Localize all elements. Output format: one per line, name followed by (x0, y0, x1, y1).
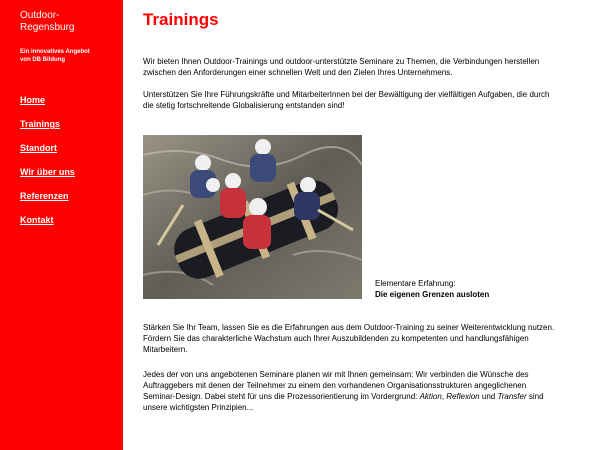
photo-caption-line2 (375, 289, 489, 300)
term-reflection: Reflexion (446, 392, 480, 401)
nav-link-standort[interactable]: Standort (20, 143, 57, 153)
nav-item-kontakt (20, 210, 75, 234)
intro-paragraph: Wir bieten Ihnen Outdoor-Trainings und outdoor-unterstützte Seminare zu Themen, die Verbindungen herstellen zwischen den Anforderungen einer schnellen Welt und den Zielen Ihres Unternehmens. (143, 57, 540, 77)
photo-caption-line1: Elementare Erfahrung: (375, 279, 456, 288)
seminars-comma: , (441, 392, 447, 401)
rafting-team-photo (143, 135, 362, 299)
nav-link-kontakt[interactable]: Kontakt (20, 215, 54, 225)
nav-item-home (20, 90, 75, 114)
nav-item-standort (20, 138, 75, 162)
nav-link-home[interactable]: Home (20, 95, 46, 105)
nav-item-referenzen (20, 186, 75, 210)
seminars-text-start: Jedes der von uns angebotenen Seminare planen wir mit Ihnen gemeinsam: Wir verbinden die Wünsche des Auftraggebers mit denen der Teilnehmer zu einem den vorhandenen Organisationsstrukturen angeglichenen Seminar-Design. Dabei steht für uns die Prozessorientierung im Vordergrund: (143, 370, 529, 401)
page-title: Trainings (143, 10, 219, 29)
brand-tagline-line1: Ein innovatives Angebot (20, 49, 90, 55)
nav-item-wir-ueber-uns (20, 162, 75, 186)
main-nav (20, 90, 75, 234)
nav-link-trainings[interactable]: Trainings (20, 119, 61, 129)
seminars-and: und (479, 392, 498, 401)
seminars-paragraph (143, 369, 558, 413)
nav-link-referenzen[interactable]: Referenzen (20, 191, 69, 201)
brand-name-line1: Outdoor- (20, 10, 60, 21)
strengthen-paragraph: Stärken Sie Ihr Team, lassen Sie es die Erfahrungen aus dem Outdoor-Training zu seiner Weiterentwicklung nutzen. Fördern Sie das charakterliche Wachstum auch Ihrer Auszubildenden zu kompetenten und handlungsfähigen Mitarbeitern. (143, 323, 555, 354)
term-transfer: Transfer (497, 392, 527, 401)
sidebar (0, 0, 123, 450)
brand-tagline-line2: von DB Bildung (20, 57, 65, 63)
rafting-photo-illustration (143, 135, 362, 299)
term-action: Aktion (419, 392, 442, 401)
seminars-text-end: sind unsere wichtigsten Prinzipien... (143, 392, 544, 412)
photo-caption (375, 278, 489, 300)
nav-item-trainings (20, 114, 75, 138)
brand-tagline (20, 48, 120, 64)
photo-caption-emphasis: Die eigenen Grenzen ausloten (375, 290, 490, 299)
nav-link-wir-ueber-uns[interactable]: Wir über uns (20, 167, 75, 177)
support-paragraph: Unterstützen Sie Ihre Führungskräfte und MitarbeiterInnen bei der Bewältigung der vielfältigen Aufgaben, die durch die stetig fortschreitende Globalisierung entstanden sind! (143, 90, 550, 110)
brand-name (20, 10, 120, 34)
brand-name-line2: Regensburg (20, 22, 75, 33)
